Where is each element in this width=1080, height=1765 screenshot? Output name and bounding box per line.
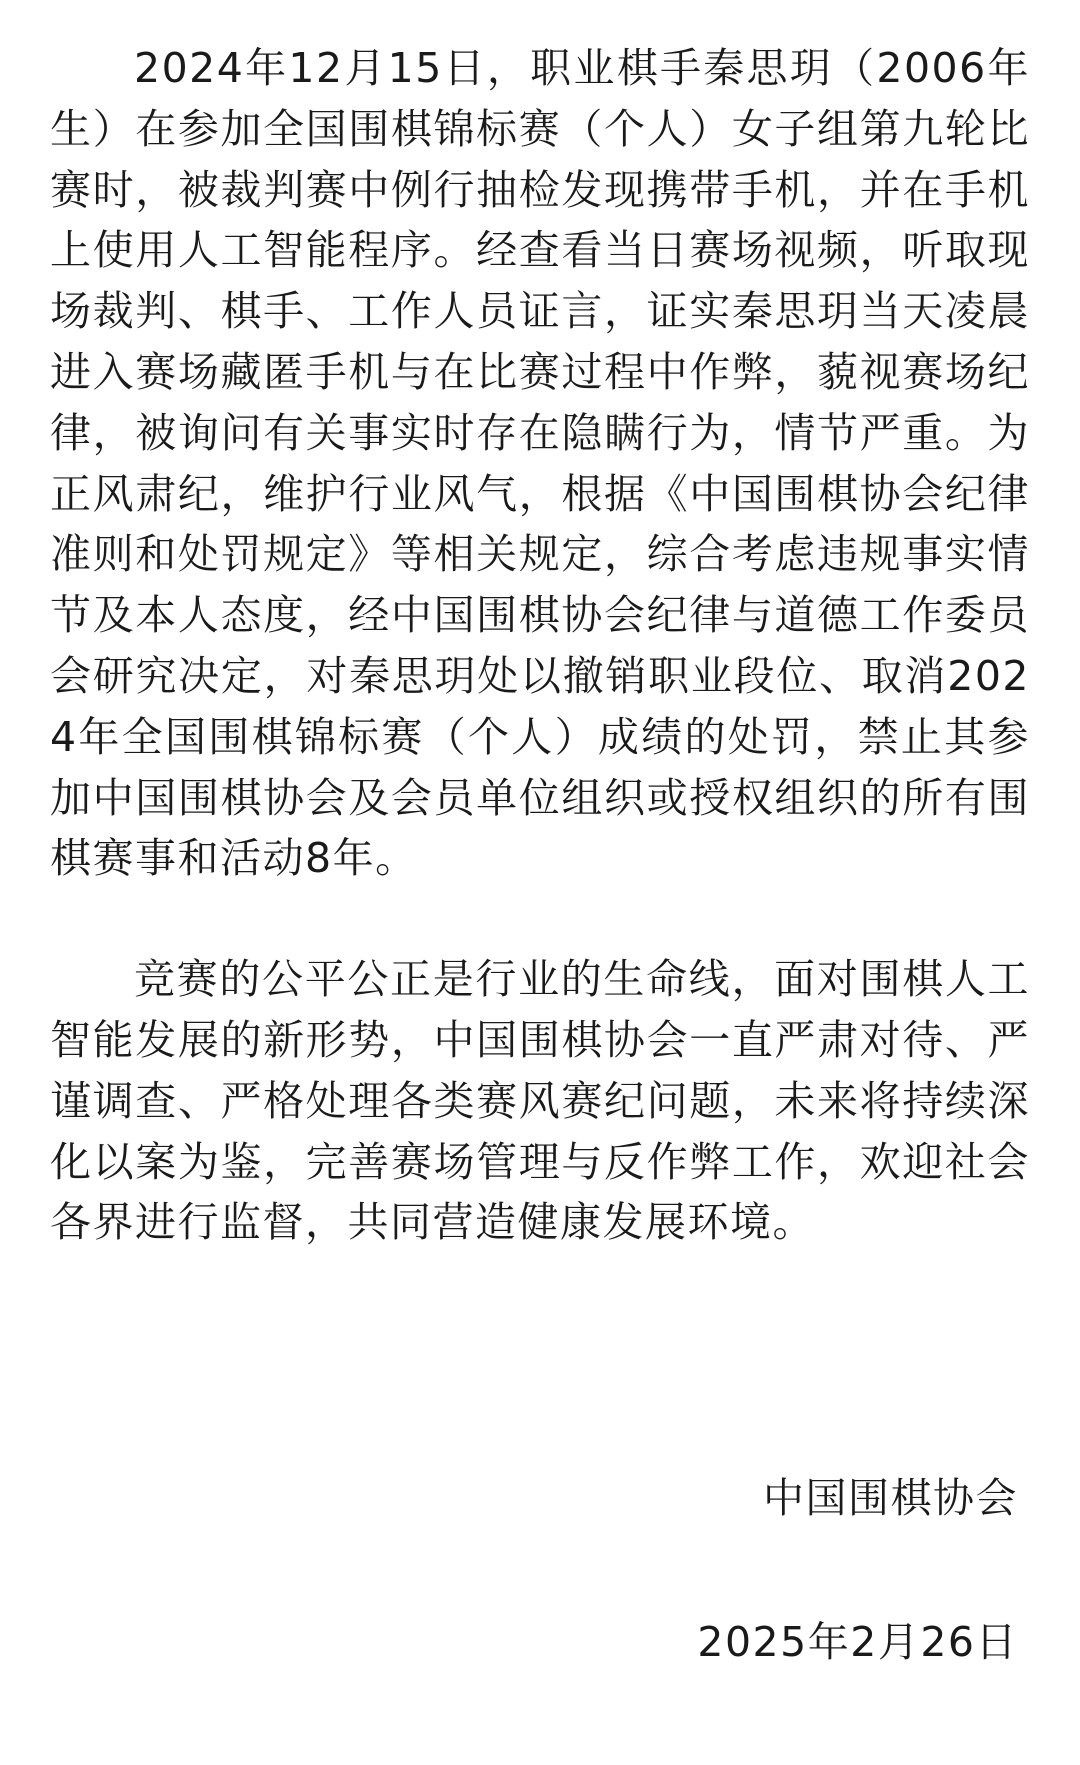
announcement-body [50,38,1030,1253]
paragraph-penalty-decision: 2024年12月15日，职业棋手秦思玥（2006年生）在参加全国围棋锦标赛（个人）女子组第九轮比赛时，被裁判赛中例行抽检发现携带手机，并在手机上使用人工智能程序。经查看当日赛场视频，听取现场裁判、棋手、工作人员证言，证实秦思玥当天凌晨进入赛场藏匿手机与在比赛过程中作弊，藐视赛场纪律，被询问有关事实时存在隐瞒行为，情节严重。为正风肃纪，维护行业风气，根据《中国围棋协会纪律准则和处罚规定》等相关规定，综合考虑违规事实情节及本人态度，经中国围棋协会纪律与道德工作委员会研究决定，对秦思玥处以撤销职业段位、取消2024年全国围棋锦标赛（个人）成绩的处罚，禁止其参加中国围棋协会及会员单位组织或授权组织的所有围棋赛事和活动8年。 [50,44,1030,883]
signature-date: 2025年2月26日 [697,1618,1018,1666]
paragraph-fair-play-statement: 竞赛的公平公正是行业的生命线，面对围棋人工智能发展的新形势，中国围棋协会一直严肃对待、严谨调查、严格处理各类赛风赛纪问题，未来将持续深化以案为鉴，完善赛场管理与反作弊工作，欢迎社会各界进行监督，共同营造健康发展环境。 [50,955,1030,1247]
signature-organization: 中国围棋协会 [763,1474,1018,1522]
